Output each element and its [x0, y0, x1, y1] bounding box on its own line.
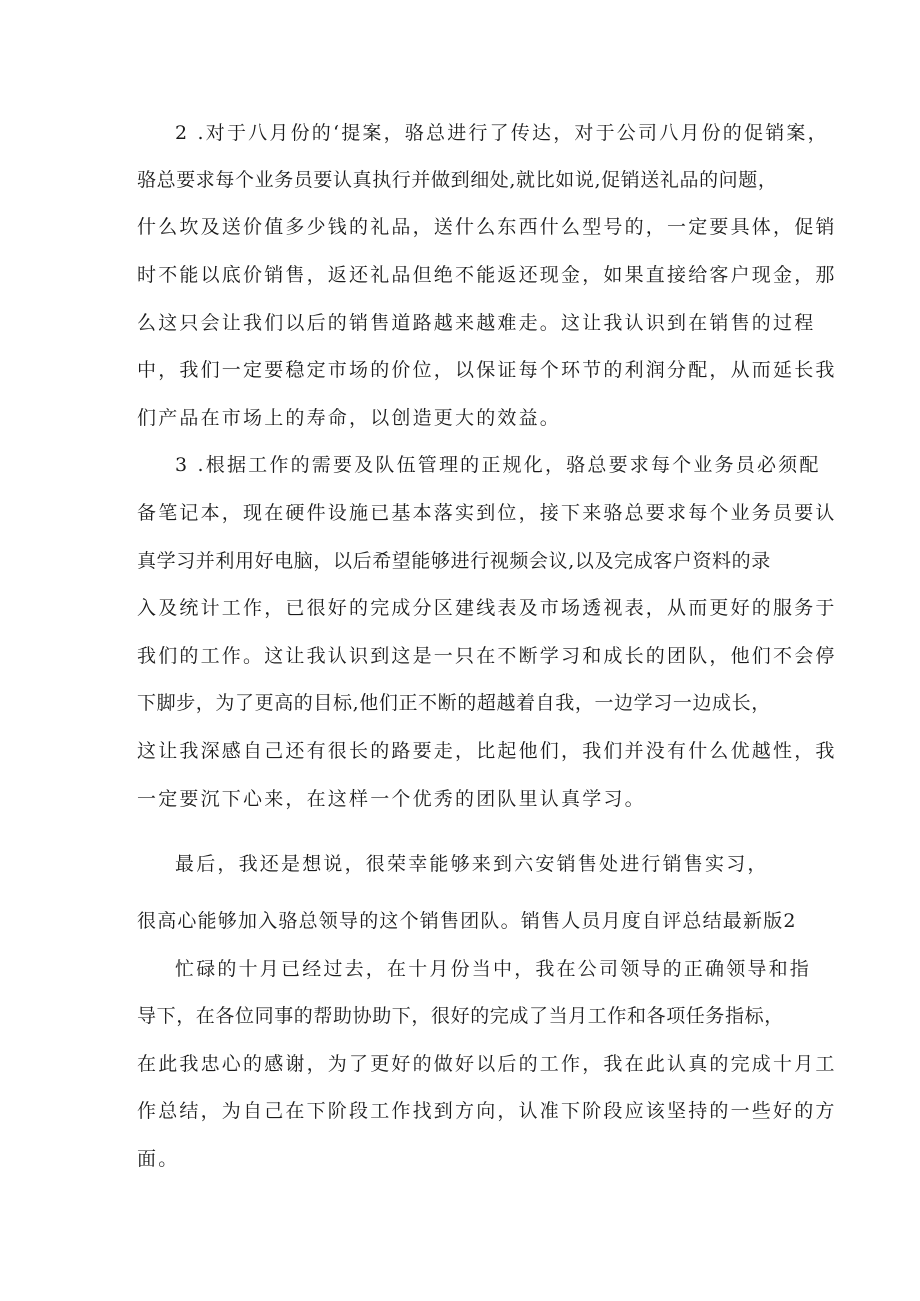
text-line: 么这只会让我们以后的销售道路越来越难走。这让我认识到在销售的过程 [137, 312, 816, 334]
text-line: 骆总要求每个业务员要认真执行并做到细处,就比如说,促销送礼品的问题， [137, 169, 778, 191]
text-line: 面。 [137, 1148, 180, 1170]
text-line: 备笔记本，现在硬件设施已基本落实到位，接下来骆总要求每个业务员要认 [137, 502, 837, 524]
text-line: 一定要沉下心来，在这样一个优秀的团队里认真学习。 [137, 788, 646, 810]
text-line: 忙碌的十月已经过去，在十月份当中，我在公司领导的正确领导和指 [175, 958, 812, 980]
text-line: 这让我深感自己还有很长的路要走，比起他们，我们并没有什么优越性，我 [137, 740, 837, 762]
text-line: 作总结，为自己在下阶段工作找到方向，认准下阶段应该坚持的一些好的方 [137, 1100, 837, 1122]
text-line: 什么坎及送价值多少钱的礼品，送什么东西什么型号的，一定要具体，促销 [137, 216, 837, 238]
text-line: 我们的工作。这让我认识到这是一只在不断学习和成长的团队，他们不会停 [137, 645, 837, 667]
text-line: 很高心能够加入骆总领导的这个销售团队。销售人员月度自评总结最新版2 [137, 910, 797, 932]
text-line: 最后，我还是想说，很荣幸能够来到六安销售处进行销售实习， [175, 853, 769, 875]
text-line: 2 .对于八月份的‘提案，骆总进行了传达，对于公司八月份的促销案， [175, 122, 829, 144]
text-line: 3 .根据工作的需要及队伍管理的正规化，骆总要求每个业务员必须配 [175, 454, 821, 476]
text-line: 在此我忠心的感谢，为了更好的做好以后的工作，我在此认真的完成十月工 [137, 1053, 837, 1075]
text-line: 真学习并利用好电脑，以后希望能够进行视频会议,以及完成客户资料的录 [137, 550, 771, 572]
text-line: 导下，在各位同事的帮助协助下，很好的完成了当月工作和各项任务指标， [137, 1005, 784, 1027]
text-line: 入及统计工作，已很好的完成分区建线表及市场透视表，从而更好的服务于 [137, 597, 837, 619]
text-line: 中，我们一定要稳定市场的价位，以保证每个环节的利润分配，从而延长我 [137, 359, 837, 381]
text-line: 下脚步，为了更高的目标,他们正不断的超越着自我，一边学习一边成长， [137, 692, 771, 714]
text-line: 时不能以底价销售，返还礼品但绝不能返还现金，如果直接给客户现金，那 [137, 264, 837, 286]
text-line: 们产品在市场上的寿命，以创造更大的效益。 [137, 407, 562, 429]
